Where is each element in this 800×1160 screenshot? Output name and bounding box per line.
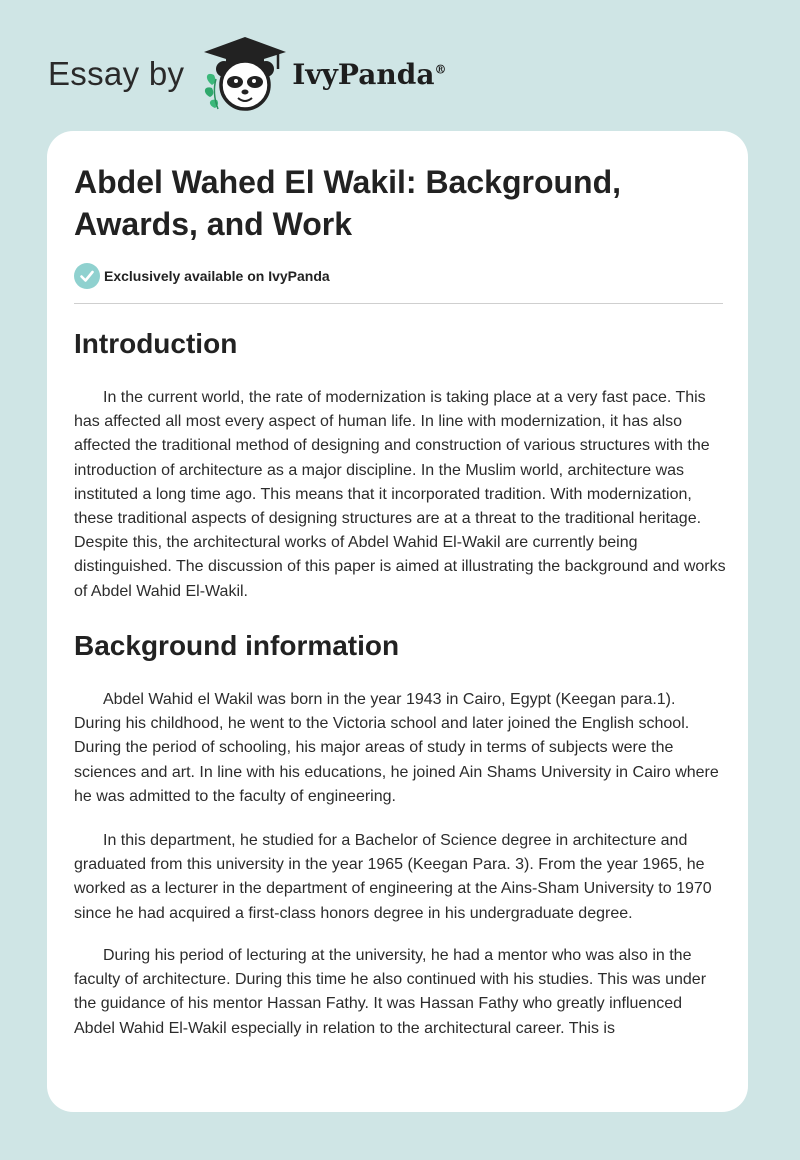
check-circle-icon [74, 263, 100, 289]
intro-paragraph: In the current world, the rate of modernization is taking place at a very fast pace. This has affected all most every aspect of human life. In line with modernization, it has also affected the traditional method of designing and construction of various structures with the introduction of architecture as a major discipline. In the Muslim world, architecture was instituted a long time ago. This means that it incorporated tradition. With modernization, these traditional aspects of designing structures are at a threat to the traditional heritage. Despite this, the architectural works of Abdel Wahid El-Wakil are currently being distinguished. The discussion of this paper is aimed at illustrating the background and works of Abdel Wahid El-Wakil. [74, 389, 726, 600]
site-brand[interactable] [48, 34, 446, 114]
background-paragraph-1: Abdel Wahid el Wakil was born in the year 1943 in Cairo, Egypt (Keegan para.1). During his childhood, he went to the Victoria school and later joined the English school. During the period of schooling, his major areas of study in terms of subjects were the sciences and art. In line with his educations, he joined Ain Shams University in Cairo where he was admitted to the faculty of engineering. [74, 691, 719, 805]
essay-by-label: Essay by [48, 55, 185, 92]
brand-name: IvyPanda® [292, 57, 447, 91]
ivypanda-logo-icon [202, 35, 288, 113]
background-paragraph-2: In this department, he studied for a Bachelor of Science degree in architecture and graduated from this university in the year 1965 (Keegan Para. 3). From the year 1965, he worked as a lecturer in the department of engineering at the Ains-Sham University to 1970 since he had acquired a first-class honors degree in his undergraduate degree. [74, 832, 712, 922]
essay-card [47, 131, 748, 1112]
section-heading-introduction: Introduction [74, 328, 238, 359]
divider [74, 303, 723, 304]
exclusive-label: Exclusively available on IvyPanda [104, 268, 330, 284]
background-paragraph-3: During his period of lecturing at the university, he had a mentor who was also in the faculty of architecture. During this time he also continued with his studies. This was under the guidance of his mentor Hassan Fathy. It was Hassan Fathy who greatly influenced Abdel Wahid El-Wakil especially in relation to the architectural career. This is [74, 947, 707, 1037]
page-title: Abdel Wahed El Wakil: Background, Awards, and Work [74, 164, 622, 242]
section-heading-background: Background information [74, 630, 400, 661]
exclusive-badge [74, 263, 330, 289]
